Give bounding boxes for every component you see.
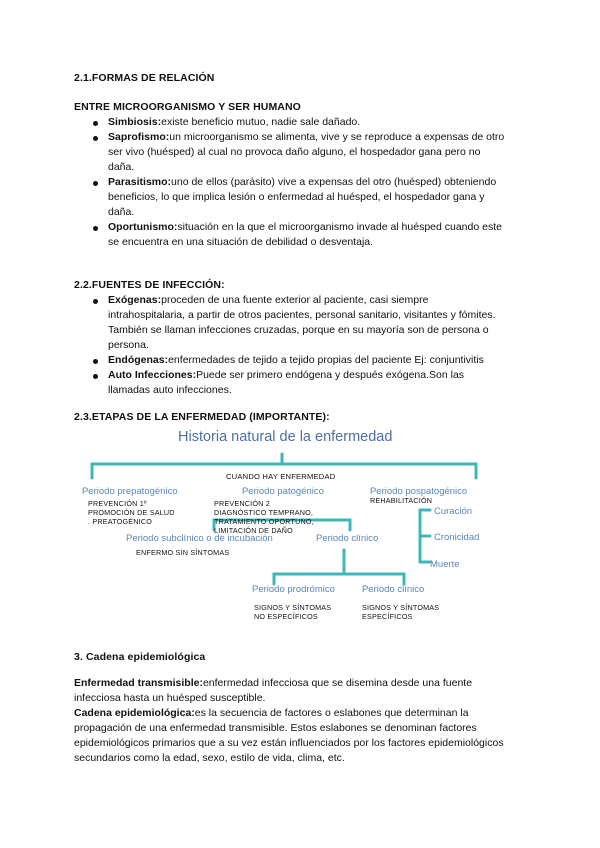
periodo-prepatogenico: Periodo prepatogénico — [82, 486, 178, 497]
prevencion-2-line: PREVENCIÓN 2 — [214, 499, 270, 508]
enfermo-sin-sintomas: ENFERMO SIN SÍNTOMAS — [136, 548, 230, 557]
prevencion-1 — [88, 499, 175, 526]
list-item-saprofismo-line: daña. — [108, 161, 135, 173]
section-title-2-2: 2.2.FUENTES DE INFECCIÓN: — [74, 279, 225, 291]
prevencion-1-line: . PREATOGÉNICO — [88, 517, 153, 526]
section-subtitle-2-1: ENTRE MICROORGANISMO Y SER HUMANO — [74, 101, 301, 113]
outcome-cronicidad: Cronicidad — [434, 532, 480, 543]
paragraph-line: infecciosa hasta un huésped susceptible. — [74, 692, 266, 704]
periodo-clinico-2: Periodo clínico — [362, 584, 425, 595]
list-item-endogenas: Endógenas:enfermedades de tejido a tejido propias del paciente Ej: conjuntivitis — [108, 354, 484, 366]
list-item-exogenas: Exógenas:proceden de una fuente exterior al paciente, casi siempre — [108, 294, 429, 306]
outcome-curacion: Curación — [434, 506, 473, 517]
bullet-icon — [93, 121, 98, 126]
bullet-icon — [93, 136, 98, 141]
prevencion-2-line: DIAGNÓSTICO TEMPRANO, — [214, 508, 314, 517]
list-item-parasitismo-line: daña. — [108, 206, 135, 218]
list-item-saprofismo-line: ser vivo (huésped) al cual no provoca daño alguno, el hospedador gana pero no — [108, 146, 481, 158]
section-title-2-3: 2.3.ETAPAS DE LA ENFERMEDAD (IMPORTANTE): — [74, 411, 330, 423]
bullet-icon — [93, 226, 98, 231]
list-item-exogenas-line: También se llaman infecciones cruzadas, porque en su mayoría son de persona o — [108, 324, 489, 336]
prevencion-1-line: PROMOCIÓN DE SALUD — [88, 508, 175, 517]
signos-no-especificos — [254, 603, 331, 621]
list-item-parasitismo-line: beneficios, lo que implica lesión o enfermedad al huésped, el hospedador gana y — [108, 191, 485, 203]
signos-line: ESPECÍFICOS — [362, 612, 413, 621]
list-item-exogenas-line: persona. — [108, 339, 149, 351]
bullet-icon — [93, 359, 98, 364]
signos-line: NO ESPECÍFICOS — [254, 612, 318, 621]
bullet-icon — [93, 299, 98, 304]
list-item-auto-infecciones-line: llamadas auto infecciones. — [108, 384, 232, 396]
prevencion-2 — [214, 499, 314, 535]
signos-line: SIGNOS Y SÍNTOMAS — [254, 603, 332, 612]
periodo-subclinico: Periodo subclínico o de incubación — [126, 533, 273, 544]
list-item-saprofismo: Saprofismo:un microorganismo se alimenta, vive y se reproduce a expensas de otro — [108, 131, 505, 143]
bullet-icon — [93, 374, 98, 379]
clinical-brace — [274, 574, 404, 584]
paragraph-line: epidemiológicos primarios que a su vez están influenciados por los factores epidemiológicos — [74, 737, 504, 749]
outcome-muerte: Muerte — [430, 559, 460, 570]
list-item-parasitismo: Parasitismo:uno de ellos (parásito) vive a expensas del otro (huésped) obteniendo — [108, 176, 497, 188]
list-item-exogenas-line: intrahospitalaria, a partir de otros pacientes, personal sanitario, visitantes y fómites. — [108, 309, 496, 321]
list-item-oportunismo-line: se encuentra en una situación de debilidad o desventaja. — [108, 236, 374, 248]
periodo-prodromico: Periodo prodrómico — [252, 584, 335, 595]
signos-especificos — [362, 603, 439, 621]
list-item-auto-infecciones: Auto Infecciones:Puede ser primero endógena y después exógena.Son las — [108, 369, 465, 381]
prevencion-2-line: TRATAMIENTO OPORTUNO, — [214, 517, 314, 526]
natural-history-diagram — [74, 426, 504, 646]
rehabilitacion: REHABILITACIÓN — [370, 496, 433, 505]
cuando-hay-enfermedad: CUANDO HAY ENFERMEDAD — [226, 472, 336, 481]
bullet-icon — [93, 181, 98, 186]
list-item-oportunismo: Oportunismo:situación en la que el microorganismo invade al huésped cuando este — [108, 221, 502, 233]
prevencion-1-line: PREVENCIÓN 1º — [88, 499, 147, 508]
list-item-simbiosis: Simbiosis:existe beneficio mutuo, nadie sale dañado. — [108, 116, 361, 128]
paragraph-line: propagación de una enfermedad transmisible. Estos eslabones se denominan factores — [74, 722, 477, 734]
section-title-2-1: 2.1.FORMAS DE RELACIÓN — [74, 72, 215, 84]
section-title-3: 3. Cadena epidemiológica — [74, 651, 206, 663]
diagram-title: Historia natural de la enfermedad — [178, 429, 393, 445]
prevencion-2-line: LIMITACIÓN DE DAÑO — [214, 526, 293, 535]
paragraph-line: secundarios como la edad, sexo, estilo de vida, clima, etc. — [74, 752, 345, 764]
paragraph-cadena-epidemiologica: Cadena epidemiológica:es la secuencia de factores o eslabones que determinan la — [74, 707, 469, 719]
paragraph-enfermedad-transmisible: Enfermedad transmisible:enfermedad infecciosa que se disemina desde una fuente — [74, 677, 473, 689]
periodo-pospatogenico: Periodo pospatogénico — [370, 486, 468, 497]
periodo-patogenico: Periodo patogénico — [242, 486, 324, 497]
signos-line: SIGNOS Y SÍNTOMAS — [362, 603, 440, 612]
periodo-clinico: Periodo clínico — [316, 533, 379, 544]
